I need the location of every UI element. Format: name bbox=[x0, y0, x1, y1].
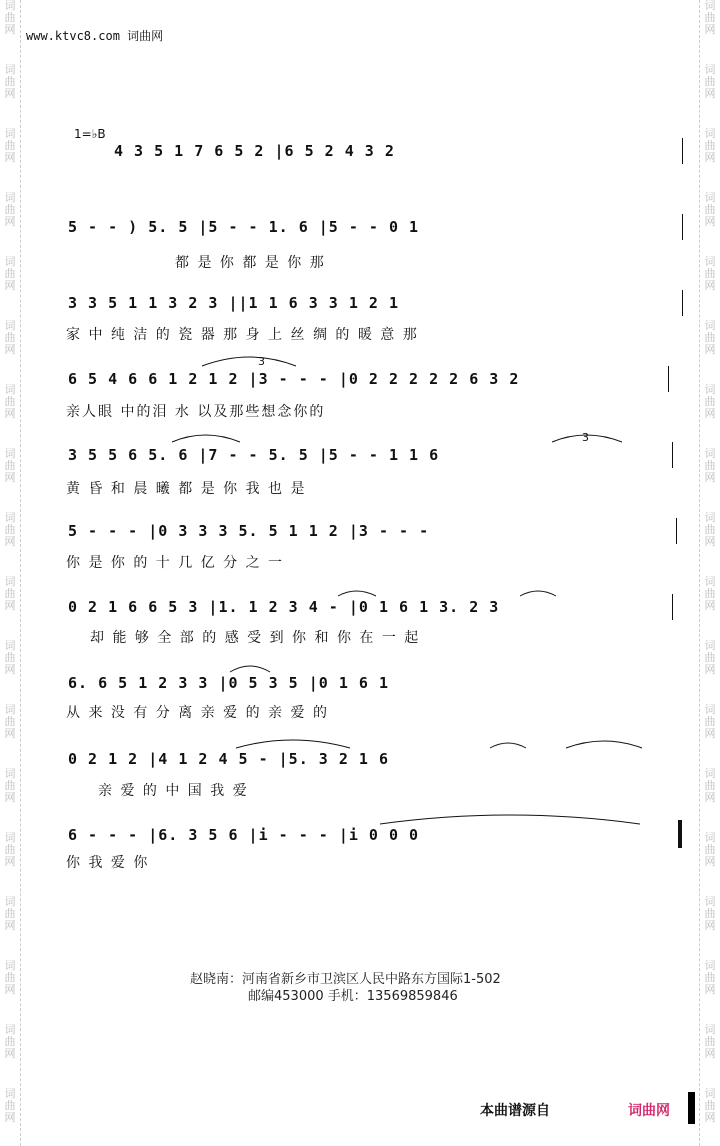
footer-contact-line1: 赵晓南：河南省新乡市卫滨区人民中路东方国际1-502 bbox=[190, 972, 501, 987]
lyrics-row-5: 黄 昏 和 晨 曦 都 是 你 我 也 是 bbox=[66, 481, 307, 497]
triplet-3-row5: 3 bbox=[582, 431, 589, 444]
notation-row-1: 4 3 5 1 7 6 5 2 |6 5 2 4 3 2 bbox=[114, 142, 395, 160]
slur-row9c bbox=[566, 741, 642, 748]
slur-row9b bbox=[490, 743, 526, 748]
bar-line bbox=[682, 214, 683, 240]
site-url[interactable]: www.ktvc8.com 词曲网 bbox=[26, 29, 164, 43]
slur-row8 bbox=[230, 666, 270, 672]
lyrics-row-6: 你 是 你 的 十 几 亿 分 之 一 bbox=[66, 555, 285, 571]
bar-line bbox=[682, 138, 683, 164]
source-logo[interactable]: 词曲网 bbox=[628, 1103, 670, 1119]
tie-row10 bbox=[380, 815, 640, 824]
right-watermark-strip: 词曲网 词曲网 词曲网 词曲网 词曲网 词曲网 词曲网 词曲网 词曲网 词曲网 词曲网 词曲网 词曲网 词曲网 词曲网 词曲网 词曲网 词曲网 bbox=[699, 0, 720, 1146]
notation-row-9: 0 2 1 2 |4 1 2 4 5 - |5. 3 2 1 6 bbox=[68, 750, 389, 768]
notation-row-4: 6 5 4 6 6 1 2 1 2 |3 - - - |0 2 2 2 2 2 6 3 2 bbox=[68, 370, 520, 388]
slur-row9a bbox=[236, 740, 350, 748]
lyrics-row-7: 却 能 够 全 部 的 感 受 到 你 和 你 在 一 起 bbox=[90, 630, 421, 646]
notation-row-10: 6 - - - |6. 3 5 6 |i - - - |i 0 0 0 bbox=[68, 826, 420, 844]
bar-line bbox=[682, 290, 683, 316]
footer-contact-line2: 邮编453000 手机：13569859846 bbox=[248, 989, 458, 1004]
bar-line bbox=[672, 594, 673, 620]
bar-line bbox=[672, 442, 673, 468]
source-label: 本曲谱源自 bbox=[480, 1103, 550, 1119]
key-signature: 1=♭B bbox=[74, 127, 106, 141]
notation-row-2: 5 - - ) 5. 5 |5 - - 1. 6 |5 - - 0 1 bbox=[68, 218, 420, 236]
slur-row7a bbox=[338, 591, 376, 596]
lyrics-row-2: 都 是 你 都 是 你 那 bbox=[175, 255, 326, 271]
lyrics-row-9: 亲 爱 的 中 国 我 爱 bbox=[98, 783, 249, 799]
lyrics-row-8: 从 来 没 有 分 离 亲 爱 的 亲 爱 的 bbox=[66, 705, 329, 721]
notation-row-3: 3 3 5 1 1 3 2 3 ||1 1 6 3 3 1 2 1 bbox=[68, 294, 400, 312]
notation-row-5: 3 5 5 6 5. 6 |7 - - 5. 5 |5 - - 1 1 6 bbox=[68, 446, 440, 464]
slur-row7b bbox=[520, 591, 556, 596]
triplet-3-row4: 3 bbox=[258, 355, 265, 368]
lyrics-row-10: 你 我 爱 你 bbox=[66, 855, 150, 871]
lyrics-row-4: 亲人眼 中的泪 水 以及那些想念你的 bbox=[66, 404, 326, 420]
bar-line bbox=[668, 366, 669, 392]
bar-line bbox=[676, 518, 677, 544]
page-edge-marker bbox=[688, 1092, 695, 1124]
notation-row-6: 5 - - - |0 3 3 3 5. 5 1 1 2 |3 - - - bbox=[68, 522, 430, 540]
slur-row5 bbox=[172, 435, 240, 442]
notation-row-8: 6. 6 5 1 2 3 3 |0 5 3 5 |0 1 6 1 bbox=[68, 674, 389, 692]
triplet-arc-row4 bbox=[202, 357, 296, 366]
lyrics-row-3: 家 中 纯 洁 的 瓷 器 那 身 上 丝 绸 的 暖 意 那 bbox=[66, 327, 419, 343]
left-watermark-strip: 词曲网 词曲网 词曲网 词曲网 词曲网 词曲网 词曲网 词曲网 词曲网 词曲网 词曲网 词曲网 词曲网 词曲网 词曲网 词曲网 词曲网 词曲网 bbox=[0, 0, 21, 1146]
notation-row-7: 0 2 1 6 6 5 3 |1. 1 2 3 4 - |0 1 6 1 3. 2 3 bbox=[68, 598, 500, 616]
final-bar bbox=[678, 820, 682, 848]
